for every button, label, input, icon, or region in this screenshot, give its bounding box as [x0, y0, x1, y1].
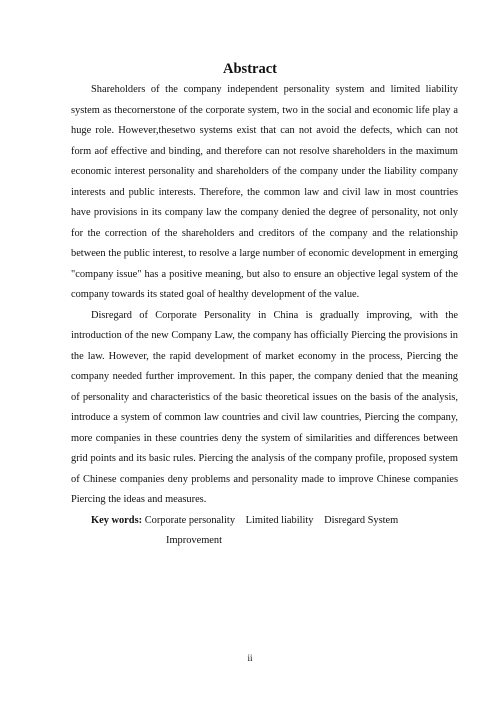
keyword-item: Improvement [166, 535, 222, 546]
page-number: ii [247, 653, 253, 663]
abstract-paragraph-1: Shareholders of the company independent personality system and limited liability system as thecornerstone of the corporate system, two in the social and economic life play a huge role. However,thesetwo systems exist that can not avoid the defects, which can not form aof effective and binding, and therefore can not resolve shareholders in the maximum economic interest personality and shareholders of the company under the liability company interests and public interests. Therefore, the common law and civil law in most countries have provisions in its company law the company denied the degree of personality, not only for the correction of the shareholders and creditors of the company and the relationship between the public interest, to resolve a large number of economic development in emerging "company issue" has a positive meaning, but also to ensure an objective legal system of the company towards its stated goal of healthy development of the value. [71, 84, 458, 300]
abstract-title: Abstract [223, 61, 277, 77]
keyword-item: Corporate personality [144, 514, 236, 526]
keywords-line [71, 511, 458, 552]
keywords-label: Key words: [91, 514, 143, 526]
abstract-paragraph-2: Disregard of Corporate Personality in China is gradually improving, with the introduction of the new Company Law, the company has officially Piercing the provisions in the law. However, the rapid development of market economy in the process, Piercing the company needed further improvement. In this paper, the company denied that the meaning of personality and characteristics of the basic theoretical issues on the basis of the analysis, introduce a system of common law countries and civil law countries, Piercing the company, more companies in these countries deny the system of similarities and differences between grid points and its basic rules. Piercing the analysis of the company profile, proposed system of Chinese companies deny problems and personality made to improve Chinese companies Piercing the ideas and measures. [71, 309, 458, 505]
keyword-item: Disregard System [324, 514, 399, 526]
abstract-body [71, 80, 458, 552]
keyword-item: Limited liability [245, 514, 314, 526]
